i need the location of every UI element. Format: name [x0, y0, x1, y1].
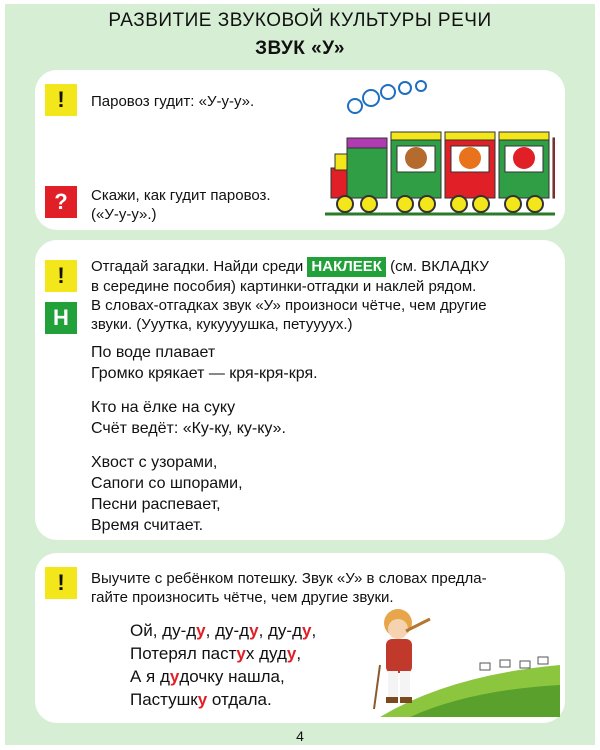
rhyme-part: дочку нашла, — [179, 667, 285, 686]
riddles-instructions — [91, 257, 561, 334]
rhyme-part: , ду-д — [205, 621, 250, 640]
riddle-line: Кто на ёлке на суку — [91, 399, 236, 416]
riddle-line: Песни распевает, — [91, 496, 221, 513]
rhyme-part: Пастушк — [130, 690, 198, 709]
train-question-line1: Скажи, как гудит паровоз. — [91, 187, 271, 204]
riddle-line: Сапоги со шпорами, — [91, 475, 243, 492]
page-number: 4 — [296, 728, 304, 744]
exclamation-icon: ! — [45, 567, 77, 599]
stressed-u: у — [196, 621, 206, 640]
riddles-instructions-line1 — [91, 257, 561, 277]
rhyme-instructions-line2: гайте произносить чётче, чем другие звуки. — [91, 589, 394, 606]
intro-pre-text: Отгадай загадки. Найди среди — [91, 258, 304, 275]
rhyme-line-2 — [130, 642, 316, 665]
stressed-u: у — [302, 621, 312, 640]
exclamation-icon: ! — [45, 260, 77, 292]
shepherd-boy-illustration — [370, 605, 560, 717]
riddle-line: По воде плавает — [91, 344, 216, 361]
riddle-duck — [91, 342, 318, 384]
rhyme-part: А я д — [130, 667, 170, 686]
riddle-line: Счёт ведёт: «Ку-ку, ку-ку». — [91, 420, 286, 437]
train-exercise-panel — [35, 70, 565, 230]
rhyme-instructions — [91, 569, 561, 607]
stressed-u: у — [236, 644, 246, 663]
rhyme-part: отдала. — [207, 690, 272, 709]
question-icon: ? — [45, 186, 77, 218]
stressed-u: у — [286, 644, 297, 663]
train-question-line2: («У-у-у».) — [91, 206, 157, 223]
riddle-line: Громко крякает — кря-кря-кря. — [91, 365, 318, 382]
rhyme-part: , ду-д — [258, 621, 303, 640]
rhyme-part: Потерял паст — [130, 644, 237, 663]
riddles-panel — [35, 240, 565, 540]
rhyme-part: , — [311, 621, 317, 640]
rhyme-line-1 — [130, 619, 316, 642]
sticker-word-label: НАКЛЕЕК — [307, 257, 386, 277]
riddles-instructions-line2: в середине пособия) картинки-отгадки и наклей рядом. — [91, 278, 477, 295]
train-question-text — [91, 186, 271, 224]
rhyme-part: , — [296, 644, 302, 663]
nursery-rhyme-panel — [35, 553, 565, 723]
page-subtitle: ЗВУК «У» — [255, 38, 345, 59]
riddle-line: Хвост с узорами, — [91, 454, 218, 471]
riddles-instructions-line3: В словах-отгадках звук «У» произноси чётче, чем другие — [91, 297, 487, 314]
riddle-cuckoo — [91, 397, 286, 439]
riddles-instructions-line4: звуки. (Ууутка, кукуууушка, петуууух.) — [91, 316, 353, 333]
train-illustration — [325, 76, 555, 224]
rhyme-instructions-line1: Выучите с ребёнком потешку. Звук «У» в словах предла- — [91, 570, 487, 587]
stressed-u: у — [169, 667, 180, 686]
rhyme-line-4 — [130, 688, 316, 711]
rhyme-line-3 — [130, 665, 316, 688]
train-sound-text: Паровоз гудит: «У-у-у». — [91, 93, 255, 110]
rhyme-part: Ой, ду-д — [130, 621, 197, 640]
riddle-rooster — [91, 452, 243, 536]
exclamation-icon: ! — [45, 84, 77, 116]
riddle-line: Время считает. — [91, 517, 204, 534]
rhyme-text — [130, 619, 316, 711]
rhyme-part: х дуд — [245, 644, 287, 663]
sticker-icon: Н — [45, 302, 77, 334]
page-title: РАЗВИТИЕ ЗВУКОВОЙ КУЛЬТУРЫ РЕЧИ — [108, 10, 492, 31]
stressed-u: у — [197, 690, 208, 709]
intro-post-text: (см. ВКЛАДКУ — [390, 258, 489, 275]
stressed-u: у — [249, 621, 259, 640]
